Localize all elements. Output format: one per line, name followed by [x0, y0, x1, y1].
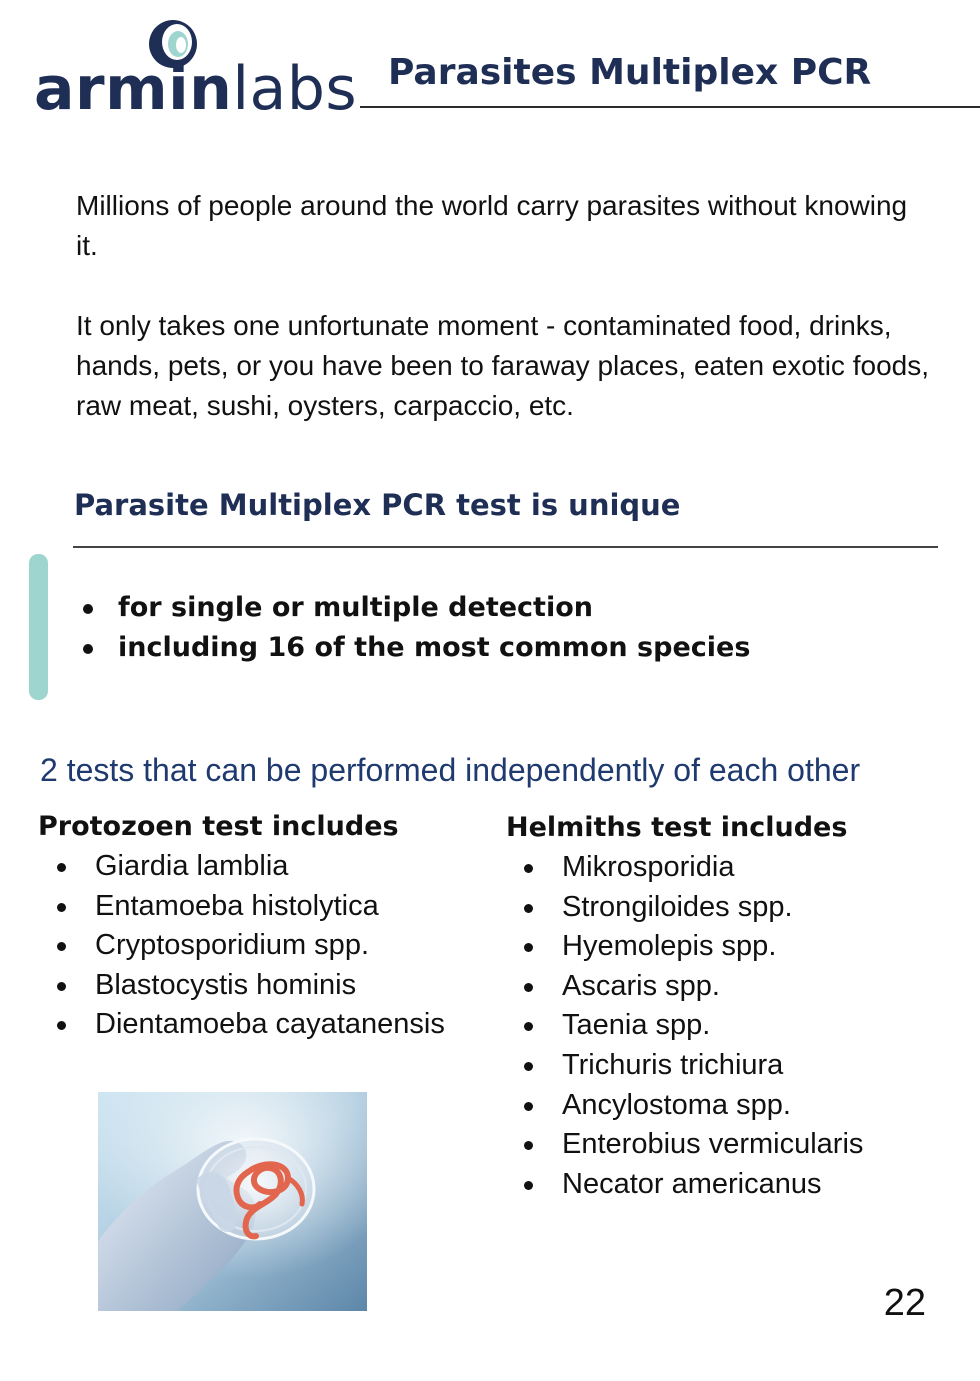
intro-text: [76, 186, 936, 426]
unique-points-list: [76, 588, 750, 668]
unique-point: including 16 of the most common species: [76, 628, 750, 668]
title-divider: [360, 106, 980, 108]
list-item: Blastocystis hominis: [38, 966, 445, 1006]
logo-wordmark: [34, 54, 357, 124]
list-item: Strongiloides spp.: [505, 888, 863, 928]
page-title: Parasites Multiplex PCR: [388, 52, 872, 93]
page-number: 22: [883, 1282, 926, 1324]
list-item: Dientamoeba cayatanensis: [38, 1005, 445, 1045]
accent-bar: [29, 554, 48, 700]
helminths-list: [505, 848, 863, 1204]
list-item: Mikrosporidia: [505, 848, 863, 888]
parasite-petri-dish-photo: [98, 1092, 367, 1311]
list-item: Ancylostoma spp.: [505, 1086, 863, 1126]
list-item: Taenia spp.: [505, 1006, 863, 1046]
petri-dish-illustration: [98, 1092, 367, 1311]
list-item: Hyemolepis spp.: [505, 927, 863, 967]
logo-text-light: labs: [232, 54, 358, 124]
list-item: Enterobius vermicularis: [505, 1125, 863, 1165]
protozoa-heading: Protozoen test includes: [38, 811, 399, 842]
helminths-heading: Helmiths test includes: [506, 812, 848, 843]
logo-text-strong: armin: [34, 54, 233, 124]
list-item: Necator americanus: [505, 1165, 863, 1205]
list-item: Cryptosporidium spp.: [38, 926, 445, 966]
protozoa-list: [38, 847, 445, 1045]
list-item: Trichuris trichiura: [505, 1046, 863, 1086]
list-item: Ascaris spp.: [505, 967, 863, 1007]
list-item: Entamoeba histolytica: [38, 887, 445, 927]
unique-point: for single or multiple detection: [76, 588, 750, 628]
section-divider: [73, 546, 938, 548]
intro-paragraph-1: Millions of people around the world carry parasites without knowing it.: [76, 190, 908, 261]
unique-section-heading: Parasite Multiplex PCR test is unique: [74, 488, 681, 522]
armin-labs-logo: [34, 18, 358, 124]
intro-paragraph-2: It only takes one unfortunate moment - contaminated food, drinks, hands, pets, or you have been to faraway places, eaten exotic foods, raw meat, sushi, oysters, carpaccio, etc.: [76, 310, 929, 421]
list-item: Giardia lamblia: [38, 847, 445, 887]
tests-heading: 2 tests that can be performed independently of each other: [40, 752, 861, 788]
